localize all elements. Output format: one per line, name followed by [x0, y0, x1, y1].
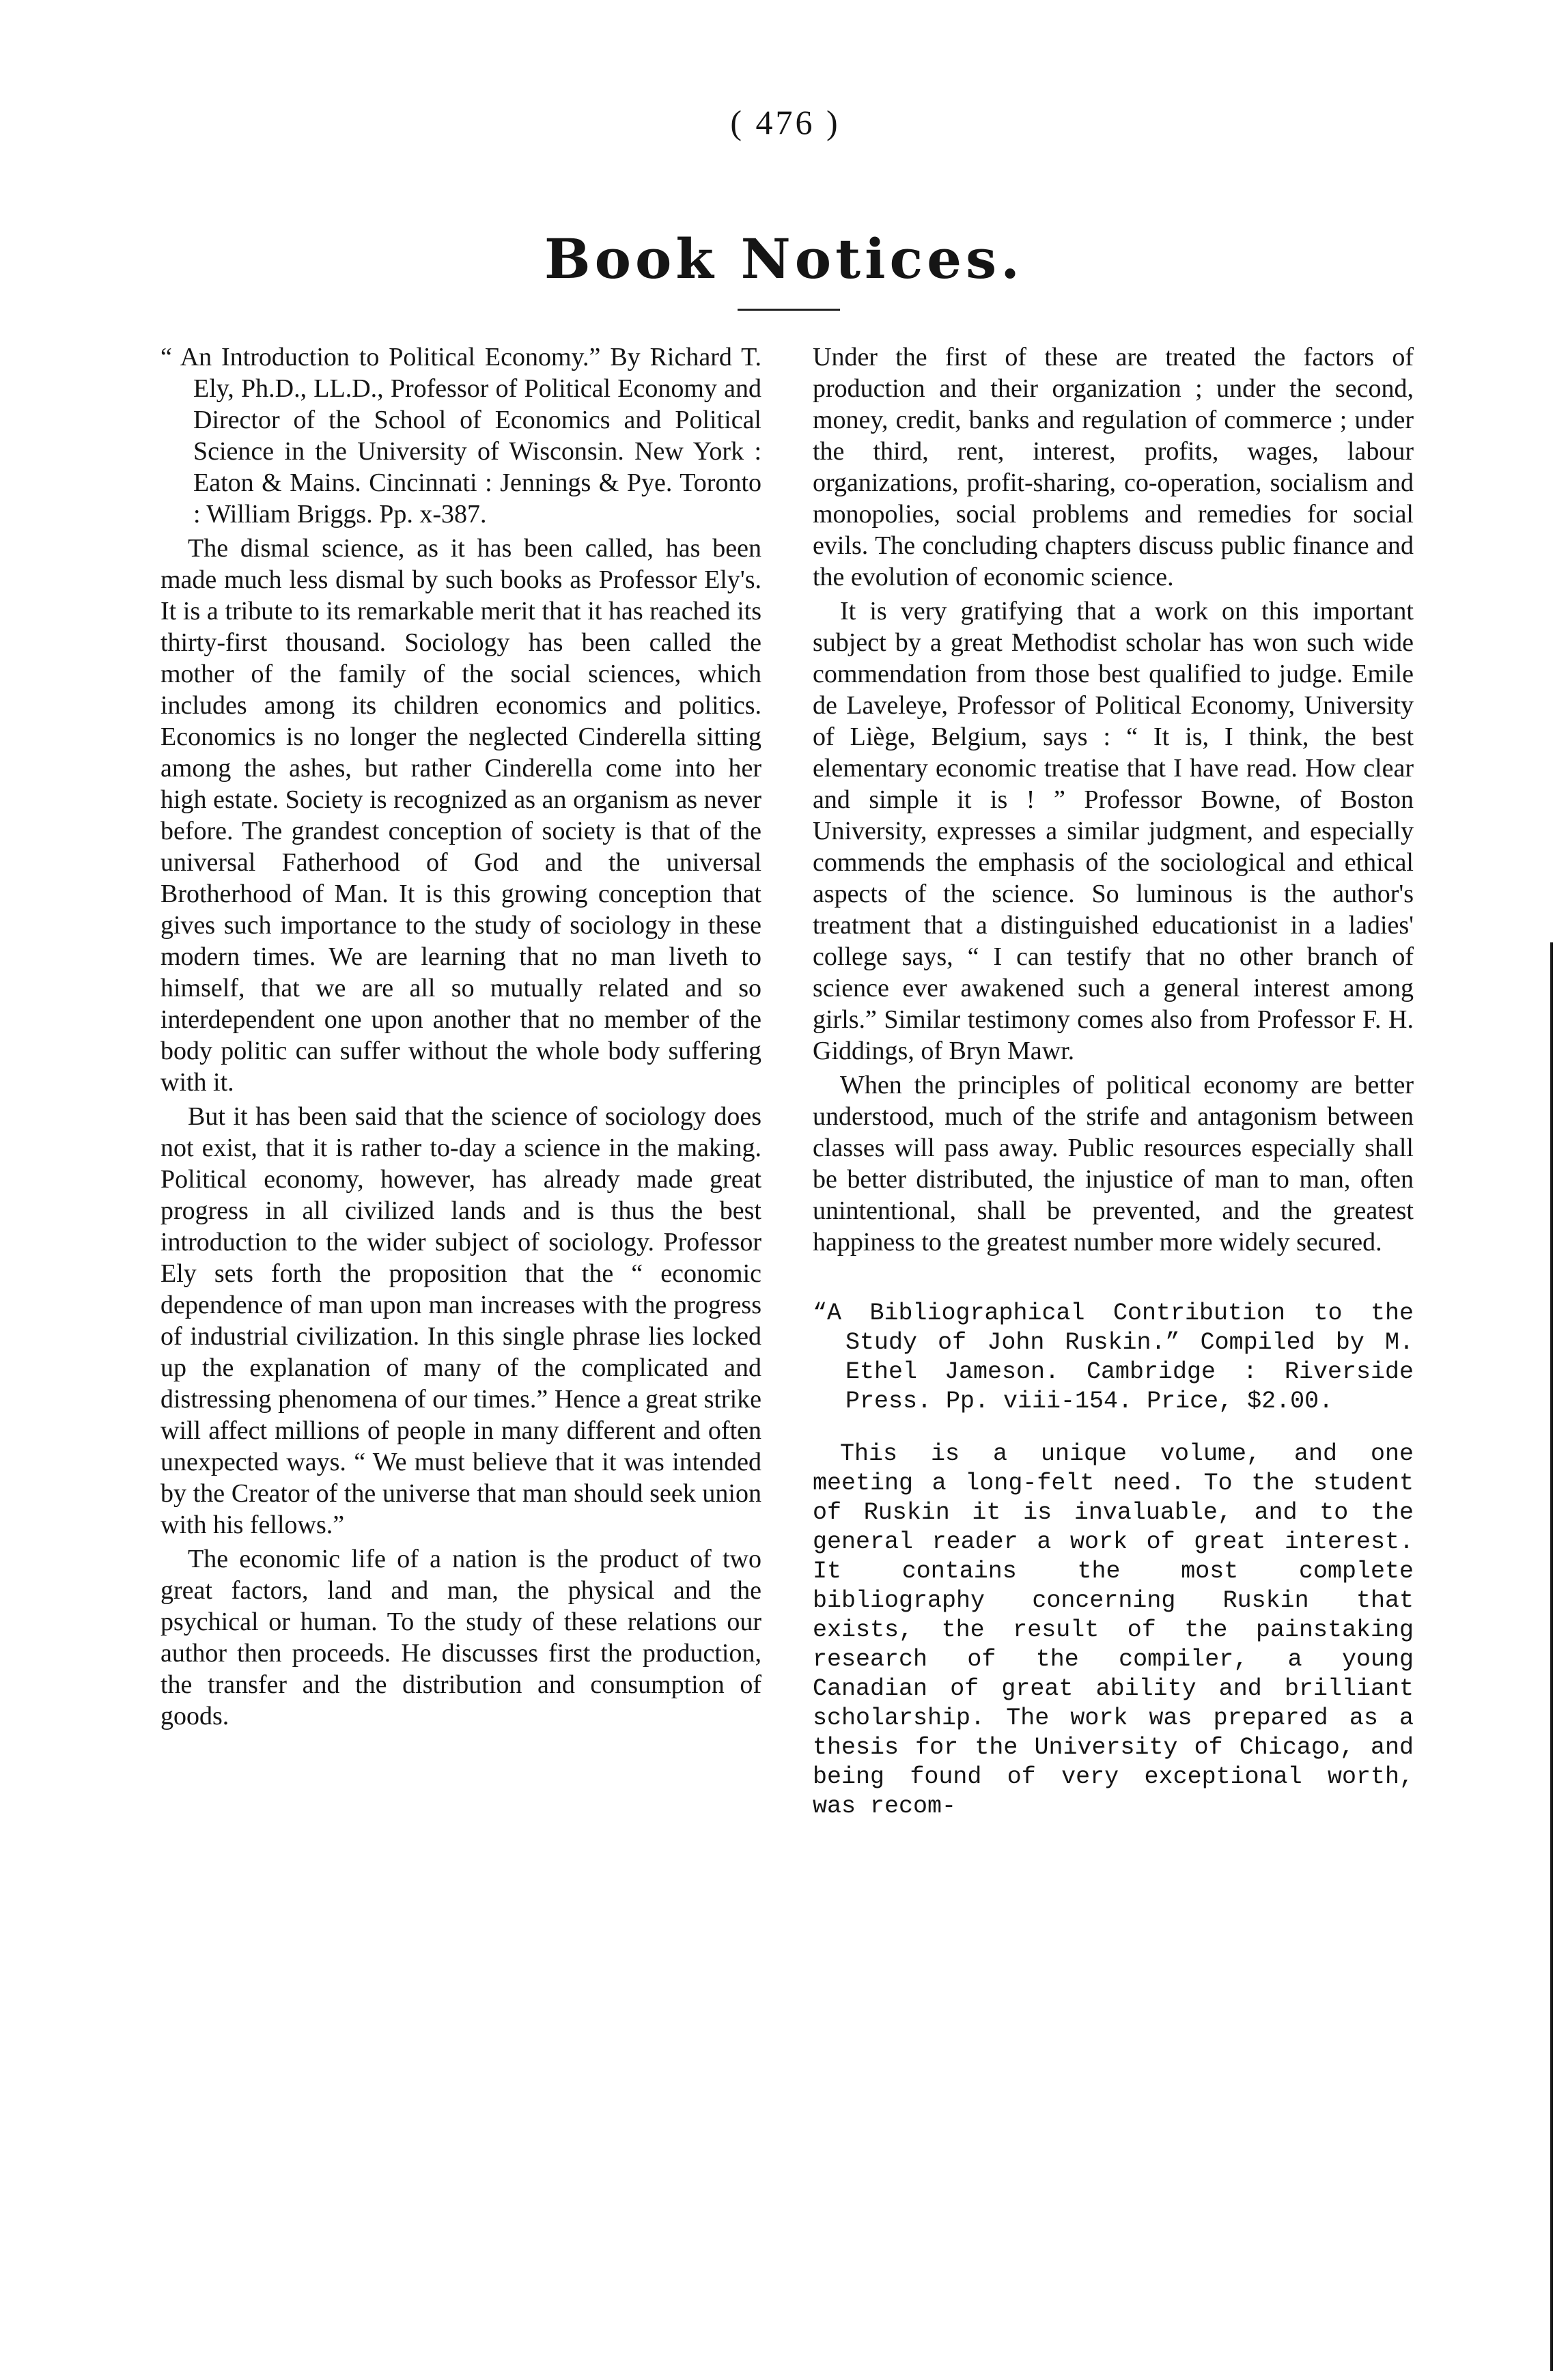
section-title: Book Notices. — [544, 227, 1024, 291]
page-number: ( 476 ) — [730, 103, 841, 141]
ely-book-citation: “ An Introduction to Political Economy.” By Richard T. Ely, Ph.D., LL.D., Professor of Political Economy and Director of the School of Economics and Political Science in the University of Wisconsin. New York : Eaton & Mains. Cincinnati : Jennings & Pye. Toronto : William Briggs. Pp. x-387. — [160, 343, 761, 529]
title-divider — [738, 309, 840, 311]
ely-review-paragraph-4: It is very gratifying that a work on this important subject by a great Methodist scholar has won such wide commendation from those best qualified to judge. Emile de Laveleye, Professor of Political Economy, University of Liège, Belgium, says : “ It is, I think, the best elementary economic treatise that I have read. How clear and simple it is ! ” Professor Bowne, of Boston University, expresses a similar judgment, and especially commends the emphasis of the sociological and ethical aspects of the science. So luminous is the author's treatment that a distinguished educationist in a ladies' college says, “ I can testify that no other branch of science ever awakened such a general interest among girls.” Similar testimony comes also from Professor F. H. Giddings, of Bryn Mawr. — [813, 597, 1414, 1065]
ely-review-paragraph-3: The economic life of a nation is the product of two great factors, land and man, the physical and the psychical or human. To the study of these relations our author then proceeds. He discusses first the production, the transfer and the distribution and consumption of goods. — [160, 1545, 761, 1730]
notice-separator-space — [813, 1261, 1414, 1299]
citation-gap — [813, 1419, 1414, 1440]
page-edge-rule — [1550, 942, 1553, 2371]
ely-review-paragraph-1: The dismal science, as it has been called, has been made much less dismal by such books as Professor Ely's. It is a tribute to its remarkable merit that it has reached its thirty-first thousand. Sociology has been called the mother of the family of the social sciences, which includes among its children economics and politics. Economics is no longer the neglected Cinderella sitting among the ashes, but rather Cinderella come into her high estate. Society is recognized as an organism as never before. The grandest conception of society is that of the universal Fatherhood of God and the universal Brotherhood of Man. It is this growing conception that gives such importance to the study of sociology in these modern times. We are learning that no man liveth to himself, that we are all so mutually related and so interdependent one upon another that no member of the body politic can suffer without the whole body suffering with it. — [160, 534, 761, 1097]
ruskin-review-paragraph: This is a unique volume, and one meeting a long-felt need. To the student of Ruskin it is invaluable, and to the general reader a work of great interest. It contains the most complete bibliography concerning Ruskin that exists, the result of the painstaking research of the compiler, a young Canadian of great ability and brilliant scholarship. The work was prepared as a thesis for the University of Chicago, and being found of very exceptional worth, was recom- — [813, 1440, 1414, 1820]
ruskin-book-citation: “A Bibliographical Contribution to the Study of John Ruskin.” Compiled by M. Ethel Jameson. Cambridge : Riverside Press. Pp. viii-154. Price, $2.00. — [813, 1300, 1414, 1415]
ely-review-continuation: Under the first of these are treated the factors of production and their organization ; under the second, money, credit, banks and regulation of commerce ; under the third, rent, interest, profits, wages, labour organizations, profit-sharing, co-operation, socialism and monopolies, social problems and remedies for social evils. The concluding chapters discuss public finance and the evolution of economic science. — [813, 343, 1414, 591]
ely-review-paragraph-2: But it has been said that the science of sociology does not exist, that it is rather to-day a science in the making. Political economy, however, has already made great progress in all civilized lands and is thus the best introduction to the wider subject of sociology. Professor Ely sets forth the proposition that the “ economic dependence of man upon man increases with the progress of industrial civilization. In this single phrase lies locked up the explanation of many of the complicated and distressing phenomena of our times.” Hence a great strike will affect millions of people in many different and often unexpected ways. “ We must believe that it was intended by the Creator of the universe that man should seek union with his fellows.” — [160, 1102, 761, 1539]
ely-review-paragraph-5: When the principles of political economy are better understood, much of the strife and antagonism between classes will pass away. Public resources especially shall be better distributed, the injustice of man to man, often unintentional, shall be prevented, and the greatest happiness to the greatest number more widely secured. — [813, 1071, 1414, 1257]
left-column — [160, 341, 761, 1735]
right-column — [813, 341, 1414, 1824]
